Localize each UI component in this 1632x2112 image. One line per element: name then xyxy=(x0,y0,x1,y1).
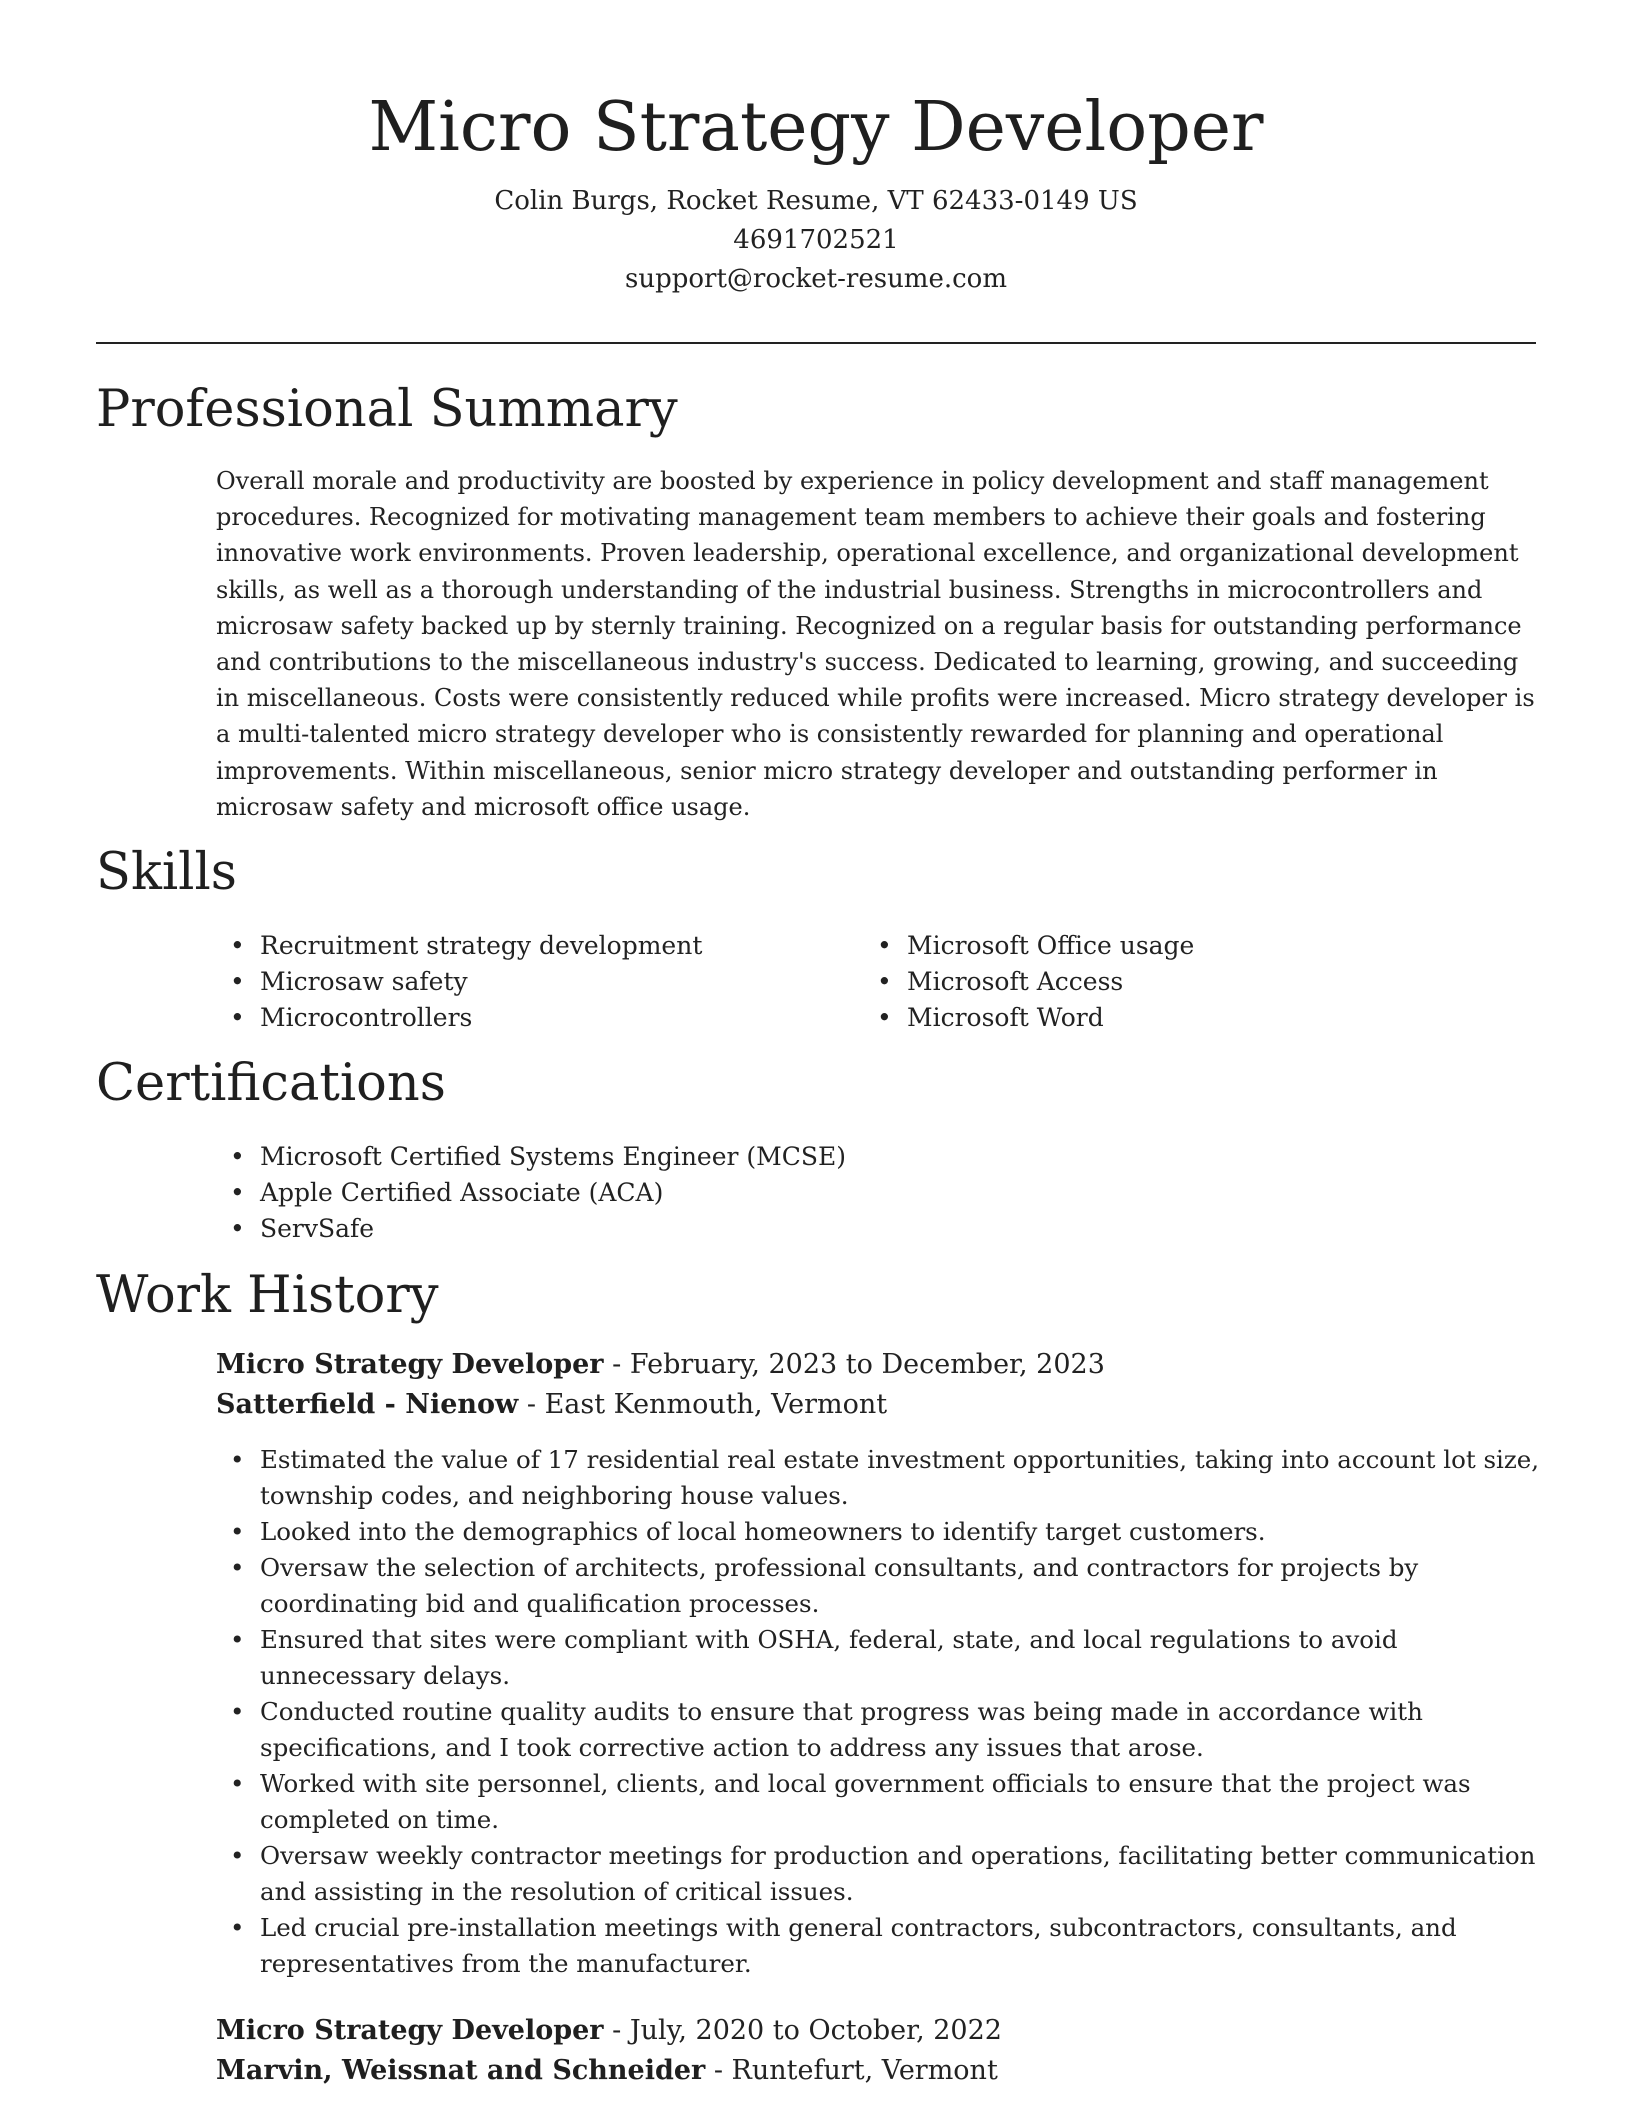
job-2-company-line xyxy=(216,2051,998,2091)
list-item: • Microsoft Access xyxy=(863,964,1503,1000)
job-1-company: Satterfield - Nienow xyxy=(216,1389,519,1420)
summary-text: Overall morale and productivity are boosted by experience in policy development and staff management procedures. Recognized for motivating management team members to achieve their goals and fostering innovative work environments. Proven leadership, operational excellence, and organizational development skills, as well as a thorough understanding of the industrial business. Strengths in microcontrollers and microsaw safety backed up by sternly training. Recognized on a regular basis for outstanding performance and contributions to the miscellaneous industry's success. Dedicated to learning, growing, and succeeding in miscellaneous. Costs were consistently reduced while profits were increased. Micro strategy developer is a multi-talented micro strategy developer who is consistently rewarded for planning and operational improvements. Within miscellaneous, senior micro strategy developer and outstanding performer in microsaw safety and microsoft office usage. xyxy=(216,467,1535,821)
certifications-list xyxy=(216,1139,1536,1247)
list-item: • Microcontrollers xyxy=(216,1000,856,1036)
job-1-company-line xyxy=(216,1385,887,1425)
skills-list-left xyxy=(216,928,856,1036)
job-1-bullets xyxy=(216,1442,1546,1982)
list-item: • Oversaw weekly contractor meetings for production and operations, facilitating better communication and assisting in the resolution of critical issues. xyxy=(216,1838,1546,1910)
list-item: • Conducted routine quality audits to ensure that progress was being made in accordance with specifications, and I took corrective action to address any issues that arose. xyxy=(216,1694,1546,1766)
resume-name: Micro Strategy Developer xyxy=(368,88,1264,167)
job-1-title-line xyxy=(216,1345,1105,1385)
list-item: • Estimated the value of 17 residential real estate investment opportunities, taking into account lot size, township codes, and neighboring house values. xyxy=(216,1442,1546,1514)
list-item: • Microsoft Certified Systems Engineer (MCSE) xyxy=(216,1139,1536,1175)
list-item: • Looked into the demographics of local homeowners to identify target customers. xyxy=(216,1514,1546,1550)
contact-block xyxy=(0,182,1632,299)
list-item: • ServSafe xyxy=(216,1211,1536,1247)
list-item: • Recruitment strategy development xyxy=(216,928,856,964)
section-title-summary: Professional Summary xyxy=(96,380,678,439)
job-2-company: Marvin, Weissnat and Schneider xyxy=(216,2055,706,2086)
job-2-location: - Runtefurt, Vermont xyxy=(705,2055,998,2086)
section-title-work-history: Work History xyxy=(96,1266,439,1325)
job-2-dates: - July, 2020 to October, 2022 xyxy=(603,2015,1002,2046)
job-1-dates: - February, 2023 to December, 2023 xyxy=(603,1349,1105,1380)
contact-address: Colin Burgs, Rocket Resume, VT 62433-0149 US xyxy=(494,186,1138,216)
job-1-location: - East Kenmouth, Vermont xyxy=(518,1389,888,1420)
resume-header xyxy=(0,0,1632,299)
skills-list-right xyxy=(863,928,1503,1036)
contact-phone: 4691702521 xyxy=(733,225,899,255)
list-item: • Microsoft Office usage xyxy=(863,928,1503,964)
list-item: • Microsaw safety xyxy=(216,964,856,1000)
list-item: • Apple Certified Associate (ACA) xyxy=(216,1175,1536,1211)
contact-email: support@rocket-resume.com xyxy=(624,264,1007,294)
job-2-title-line xyxy=(216,2011,1002,2051)
header-divider xyxy=(96,342,1536,344)
job-1-title: Micro Strategy Developer xyxy=(216,1349,604,1380)
list-item: • Ensured that sites were compliant with OSHA, federal, state, and local regulations to avoid unnecessary delays. xyxy=(216,1622,1546,1694)
section-title-skills: Skills xyxy=(96,843,237,902)
section-title-certifications: Certifications xyxy=(96,1054,446,1113)
list-item: • Worked with site personnel, clients, and local government officials to ensure that the project was completed on time. xyxy=(216,1766,1546,1838)
list-item: • Led crucial pre-installation meetings with general contractors, subcontractors, consultants, and representatives from the manufacturer. xyxy=(216,1910,1546,1982)
list-item: • Microsoft Word xyxy=(863,1000,1503,1036)
list-item: • Oversaw the selection of architects, professional consultants, and contractors for projects by coordinating bid and qualification processes. xyxy=(216,1550,1546,1622)
job-2-title: Micro Strategy Developer xyxy=(216,2015,604,2046)
